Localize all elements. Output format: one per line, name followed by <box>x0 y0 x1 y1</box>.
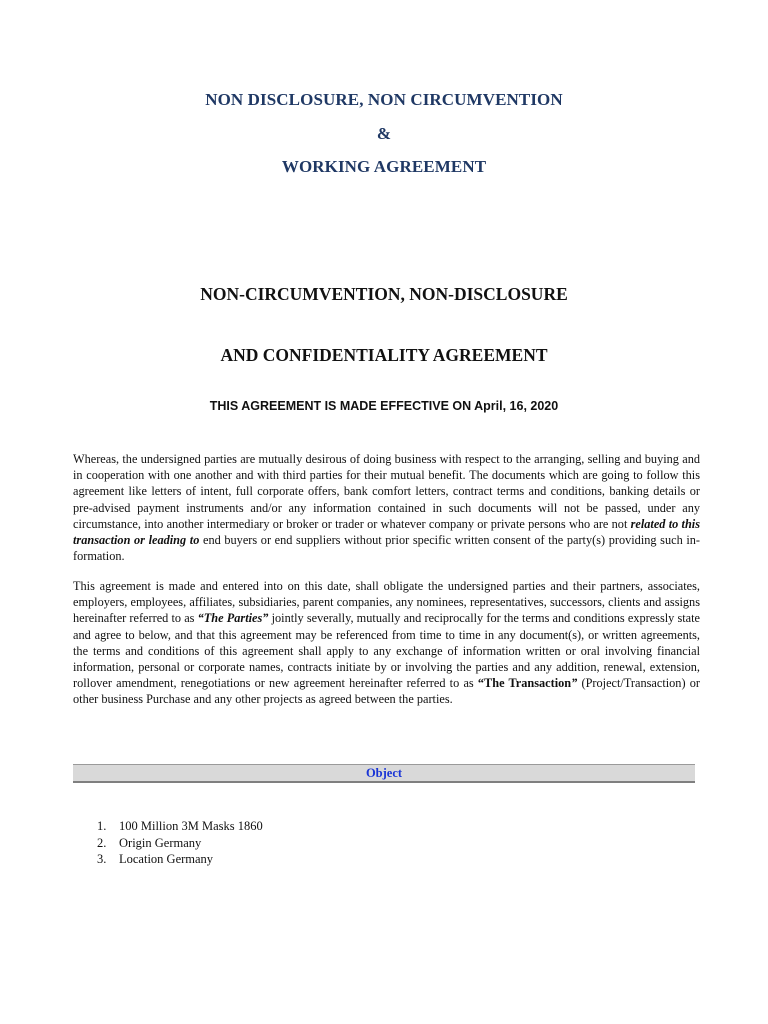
list-item-text: Origin Germany <box>119 835 202 850</box>
list-item-number: 3. <box>97 852 107 866</box>
list-item-text: 100 Million 3M Masks 1860 <box>119 819 263 833</box>
list-item <box>97 835 263 852</box>
list-item <box>97 818 263 835</box>
scope-text-1: This agreement is made and entered into on this date, shall obligate the undersigned parties and their partners, associates, employers, employees, affiliates, subsidiaries, parent companies, any nominees, representatives, successors, clients and assigns hereinafter referred to as <box>73 579 700 626</box>
scope-text-2: jointly severally, mutually and reciprocally for the terms and conditions expressly state and agree to below, and that this agreement may be referenced from time to time in any document(s), or written agreements, the terms and conditions of this agreement shall apply to any exchange of information written or oral involving financial information, personal or corporate names, contracts initiate by or involving the parties and any addition, renewal, extension, rollover amendment, renegotiations or new agreement hereinafter referred to as <box>73 611 701 691</box>
object-items-list <box>97 818 263 868</box>
the-parties-term: “The Parties” <box>197 611 269 626</box>
whereas-text-1: Whereas, the undersigned parties are mutually desirous of doing business with respect to the arranging, selling and buying and in cooperation with one another and with third parties for their mutual benefit. The documents which are going to follow this agreement like letters of intent, full corporate offers, bank comfort letters, contract terms and conditions, banking details or pre-advised payment instruments and/or any information contained in such documents will not be passed, under any circumstance, into another intermediary or broker or trader or whatever company or private persons who are not <box>73 452 700 531</box>
list-item <box>97 851 263 868</box>
the-transaction-quote: ” <box>571 676 578 691</box>
the-transaction-term: “The Transaction <box>477 676 572 691</box>
document-title-ampersand: & <box>376 124 392 143</box>
effective-date-line: THIS AGREEMENT IS MADE EFFECTIVE ON April, 16, 2020 <box>209 399 559 413</box>
agreement-subtitle-line-2: AND CONFIDENTIALITY AGREEMENT <box>220 345 548 365</box>
agreement-subtitle-line-1: NON-CIRCUMVENTION, NON-DISCLOSURE <box>200 284 568 304</box>
whereas-paragraph <box>73 451 700 564</box>
agreement-scope-paragraph <box>73 578 700 708</box>
scope-text-3: (Project/Transaction) or other business Purchase and any other projects as agreed between the parties. <box>73 676 700 707</box>
list-item-text: Location Germany <box>119 852 214 866</box>
list-item-number: 1. <box>97 819 107 833</box>
document-title-line-3: WORKING AGREEMENT <box>281 157 487 176</box>
whereas-emphasis: related to this transaction or leading to <box>73 516 700 548</box>
object-section-heading: Object <box>73 764 695 783</box>
whereas-text-2: end buyers or end suppliers without prior specific written consent of the party(s) providing such in-formation. <box>73 533 701 564</box>
list-item-number: 2. <box>97 835 107 850</box>
document-title-line-1: NON DISCLOSURE, NON CIRCUMVENTION <box>205 90 563 109</box>
